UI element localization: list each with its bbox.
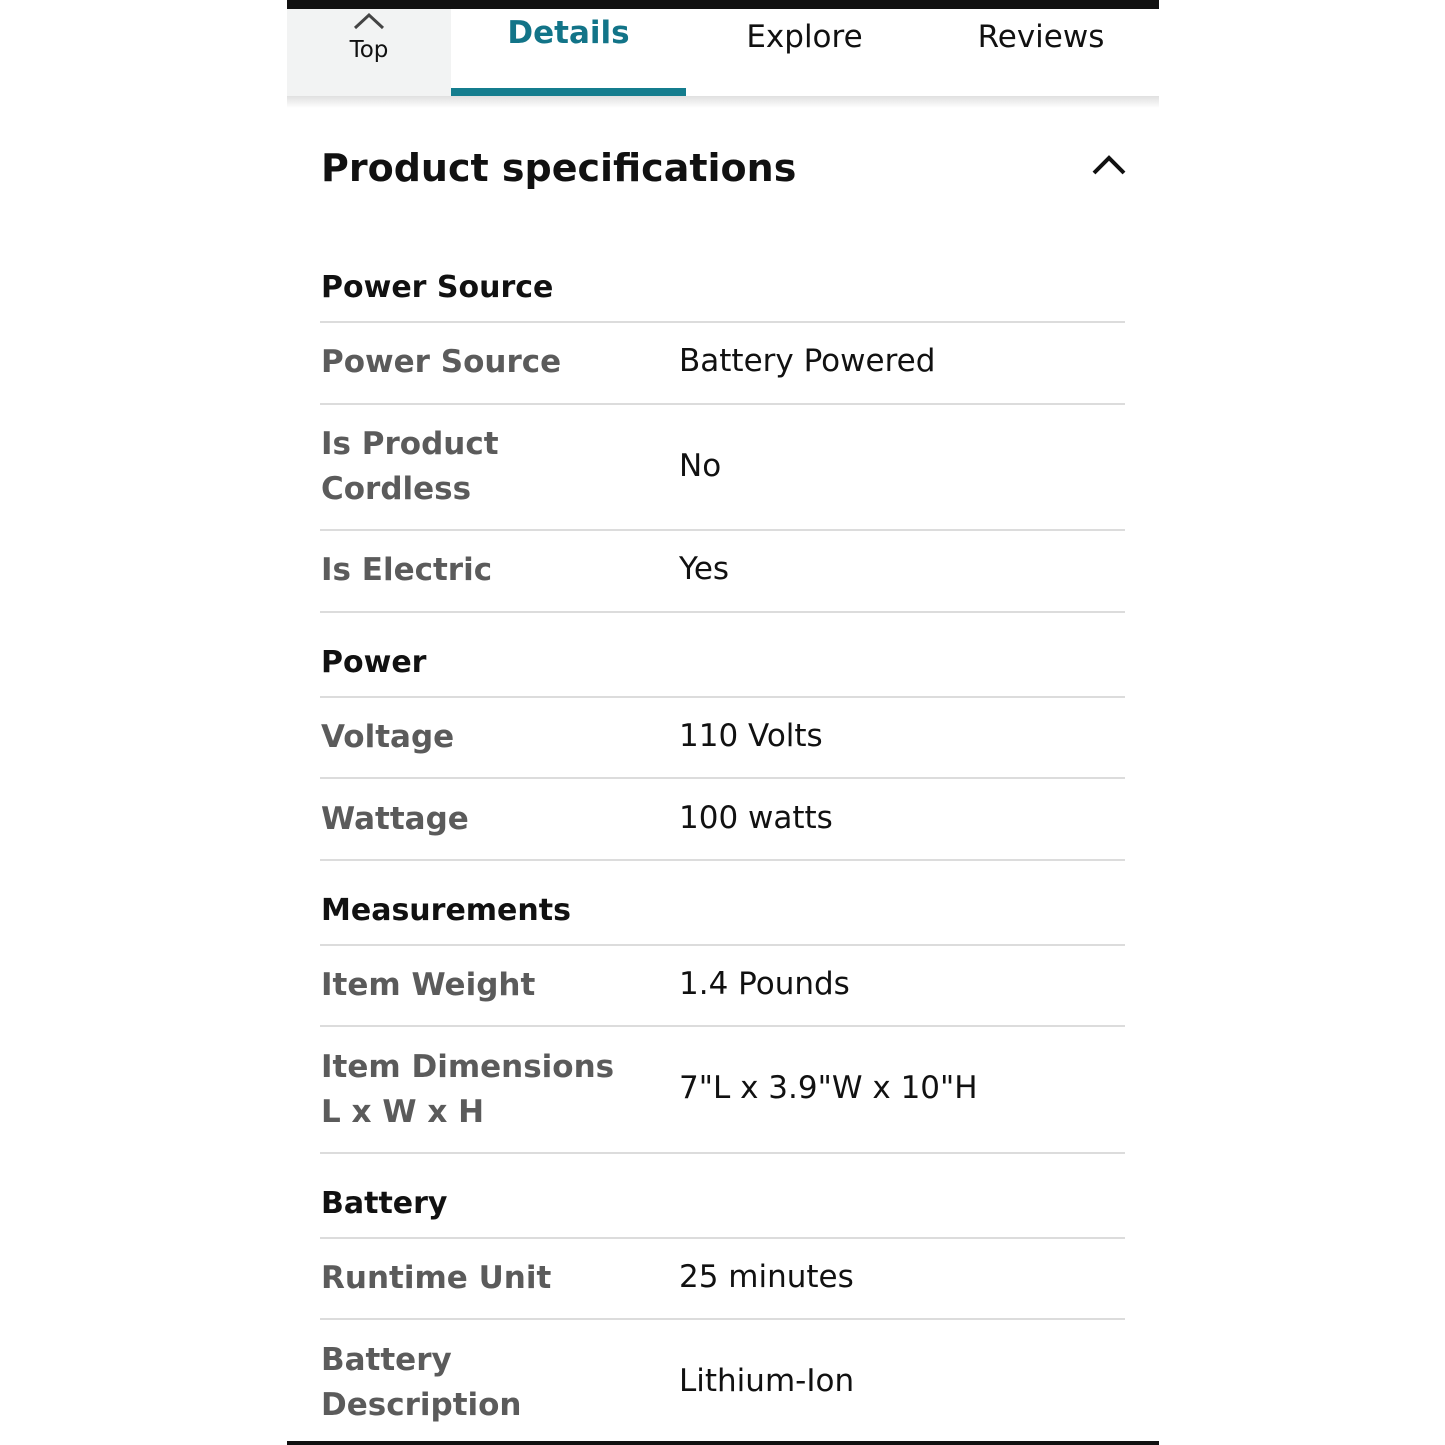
spec-value: Lithium-Ion xyxy=(679,1363,855,1399)
spec-label: Power Source xyxy=(321,344,562,380)
tab-details[interactable] xyxy=(451,9,686,96)
tab-explore-label: Explore xyxy=(746,19,863,55)
back-to-top-button[interactable] xyxy=(287,9,451,96)
divider xyxy=(320,403,1125,405)
collapse-section-button[interactable] xyxy=(1089,148,1129,180)
spec-label: Runtime Unit xyxy=(321,1260,552,1296)
spec-label: Is Electric xyxy=(321,552,493,588)
group-heading: Power xyxy=(321,645,427,680)
spec-value: 25 minutes xyxy=(679,1259,854,1295)
tab-bar xyxy=(287,9,1159,96)
group-heading: Measurements xyxy=(321,893,571,928)
spec-value: 100 watts xyxy=(679,800,833,836)
spec-label: Battery Description xyxy=(321,1342,522,1423)
divider xyxy=(320,1025,1125,1027)
spec-label: Item Weight xyxy=(321,967,536,1003)
tab-explore[interactable] xyxy=(686,9,923,96)
chevron-up-icon xyxy=(353,11,385,31)
divider xyxy=(320,611,1125,613)
spec-label: Wattage xyxy=(321,801,469,837)
divider xyxy=(320,944,1125,946)
spec-value: 7"L x 3.9"W x 10"H xyxy=(679,1070,978,1106)
tab-reviews[interactable] xyxy=(923,9,1159,96)
group-heading: Battery xyxy=(321,1186,448,1221)
spec-value: Yes xyxy=(679,551,730,587)
section-title: Product specifications xyxy=(321,146,797,190)
spec-value: 1.4 Pounds xyxy=(679,966,850,1002)
divider xyxy=(320,1237,1125,1239)
bottom-edge xyxy=(287,1441,1159,1445)
spec-value: No xyxy=(679,448,722,484)
divider xyxy=(320,777,1125,779)
divider xyxy=(320,696,1125,698)
top-label: Top xyxy=(349,37,389,63)
spec-label: Voltage xyxy=(321,719,455,755)
group-heading: Power Source xyxy=(321,270,554,305)
tab-reviews-label: Reviews xyxy=(977,19,1105,55)
chevron-up-icon xyxy=(1089,148,1129,180)
tab-bar-shadow xyxy=(287,96,1159,108)
active-tab-indicator xyxy=(451,88,686,96)
spec-label: Is Product Cordless xyxy=(321,426,499,507)
tab-details-label: Details xyxy=(507,15,630,51)
divider xyxy=(320,529,1125,531)
divider xyxy=(320,859,1125,861)
spec-value: 110 Volts xyxy=(679,718,823,754)
spec-label: Item Dimensions L x W x H xyxy=(321,1049,615,1130)
divider xyxy=(320,1318,1125,1320)
divider xyxy=(320,1152,1125,1154)
app-frame xyxy=(287,0,1159,1445)
spec-value: Battery Powered xyxy=(679,343,936,379)
status-bar-edge xyxy=(287,0,1159,9)
divider xyxy=(320,321,1125,323)
